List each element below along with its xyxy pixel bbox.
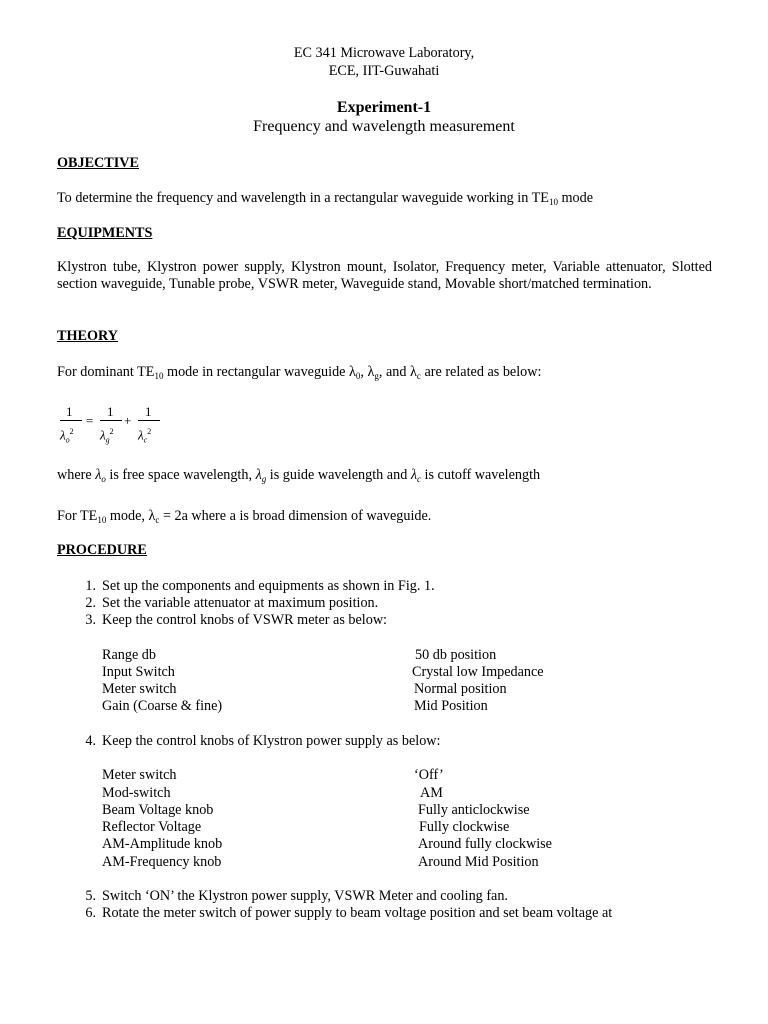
- eq-fraction-bar-2: [100, 420, 122, 421]
- vswr-setting-name: Meter switch: [102, 681, 177, 697]
- eq-plus: +: [124, 413, 132, 428]
- department-line: ECE, IIT-Guwahati: [328, 63, 440, 79]
- vswr-setting-value: 50 db position: [415, 647, 497, 663]
- eq-num-2: 1: [107, 404, 114, 419]
- eq-den-2: $\lambda_g^2$: [100, 427, 114, 445]
- cutoff-relation: For $TE_{10}$ mode, $\lambda_c = 2a$ where a is broad dimension of waveguide.: [57, 508, 432, 525]
- klystron-setting-name: Reflector Voltage: [102, 819, 202, 835]
- eq-num-1: 1: [66, 404, 73, 419]
- eq-den-1: $\lambda_o^2$: [60, 427, 74, 445]
- procedure-heading: PROCEDURE: [57, 542, 147, 558]
- klystron-setting-value: Fully clockwise: [419, 819, 510, 835]
- theory-intro: For dominant $TE_{10}$ mode in rectangular waveguide $\lambda_0$, $\lambda_g$, and $\lambda_c$ are related as below:: [57, 364, 542, 381]
- experiment-subtitle: Frequency and wavelength measurement: [253, 118, 515, 135]
- vswr-setting-name: Range db: [102, 647, 156, 663]
- klystron-setting-name: AM-Frequency knob: [102, 854, 222, 870]
- course-title: EC 341 Microwave Laboratory,: [293, 45, 475, 61]
- klystron-setting-name: Mod-switch: [102, 785, 171, 801]
- objective-text: To determine the frequency and wavelength in a rectangular waveguide working in $TE_{10}$ mode: [57, 190, 594, 207]
- klystron-setting-value: ‘Off’: [414, 767, 444, 783]
- equipments-heading: EQUIPMENTS: [57, 225, 153, 241]
- klystron-setting-name: Meter switch: [102, 767, 177, 783]
- eq-den-3: $\lambda_c^2$: [138, 427, 152, 445]
- vswr-setting-value: Normal position: [414, 681, 507, 697]
- eq-fraction-bar-1: [60, 420, 82, 421]
- klystron-setting-value: Fully anticlockwise: [418, 802, 530, 818]
- klystron-setting-value: Around Mid Position: [418, 854, 539, 870]
- vswr-setting-name: Gain (Coarse & fine): [102, 698, 223, 714]
- vswr-setting-name: Input Switch: [102, 664, 175, 680]
- experiment-title: Experiment-1: [336, 99, 432, 116]
- wavelength-equation: [57, 400, 167, 445]
- document-page: EC 341 Microwave Laboratory, ECE, IIT-Guwahati Experiment-1 Frequency and wavelength measurement OBJECTIVE To determine the frequency and wavelength in a rectangular waveguide working in $TE_{10}$ mode EQUIPMENTS Klystron tube, Klystron power supply, Klystron mount, Isolator, Frequency meter, Variable attenuator, Slotted section waveguide, Tunable probe, VSWR meter, Waveguide stand, Movable short/matched termination. THEORY For dominant $TE_{10}$ mode in rectangular waveguide $\lambda_0$, $\lambda_g$, and $\lambda_c$ are related as below: 1 $\lambda_o^2$ = 1 $\lambda_g^2$ + 1 $\lambda_c^2$ where $\lambda_o$ is free space wavelength, $\lambda_g$ is guide wavelength and $\lambda_c$ is cutoff wavelength For $TE_{10}$ mode, $\lambda_c = 2a$ where a is broad dimension of waveguide. PROCEDURE 1. Set up the components and equipments as shown in Fig. 1. 2. Set the variable attenuator at maximum position. 3. Keep the control knobs of VSWR meter as below: Range db 50 db position Input Switch Crystal low Impedance Meter switch Normal position Gain (Coarse & fine) Mid Position 4. Keep the control knobs of Klystron power supply as below: Meter switch ‘Off’ Mod-switch AM Beam Voltage knob Fully anticlockwise Reflector Voltage Fully clockwise AM-Amplitude knob Around fully clockwise AM-Frequency knob Around Mid Position 5. Switch ‘ON’ the Klystron power supply, VSWR Meter and cooling fan. 6. Rotate the meter switch of power supply to beam voltage position and set beam voltage at: [0, 0, 768, 1024]
- vswr-setting-value: Mid Position: [414, 698, 488, 714]
- eq-equals: =: [86, 413, 94, 428]
- klystron-setting-name: Beam Voltage knob: [102, 802, 214, 818]
- eq-num-3: 1: [145, 404, 152, 419]
- theory-heading: THEORY: [57, 328, 118, 344]
- vswr-setting-value: Crystal low Impedance: [412, 664, 544, 680]
- klystron-setting-value: Around fully clockwise: [418, 836, 552, 852]
- wavelength-definitions: where $\lambda_o$ is free space wavelength, $\lambda_g$ is guide wavelength and $\lambda_c$ is cutoff wavelength: [57, 467, 541, 484]
- objective-heading: OBJECTIVE: [57, 155, 139, 171]
- klystron-setting-name: AM-Amplitude knob: [102, 836, 223, 852]
- klystron-setting-value: AM: [420, 785, 443, 801]
- eq-fraction-bar-3: [138, 420, 160, 421]
- equipments-text: Klystron tube, Klystron power supply, Klystron mount, Isolator, Frequency meter, Variable attenuator, Slotted section waveguide, Tunable probe, VSWR meter, Waveguide stand, Movable short/matched termination.: [57, 259, 712, 292]
